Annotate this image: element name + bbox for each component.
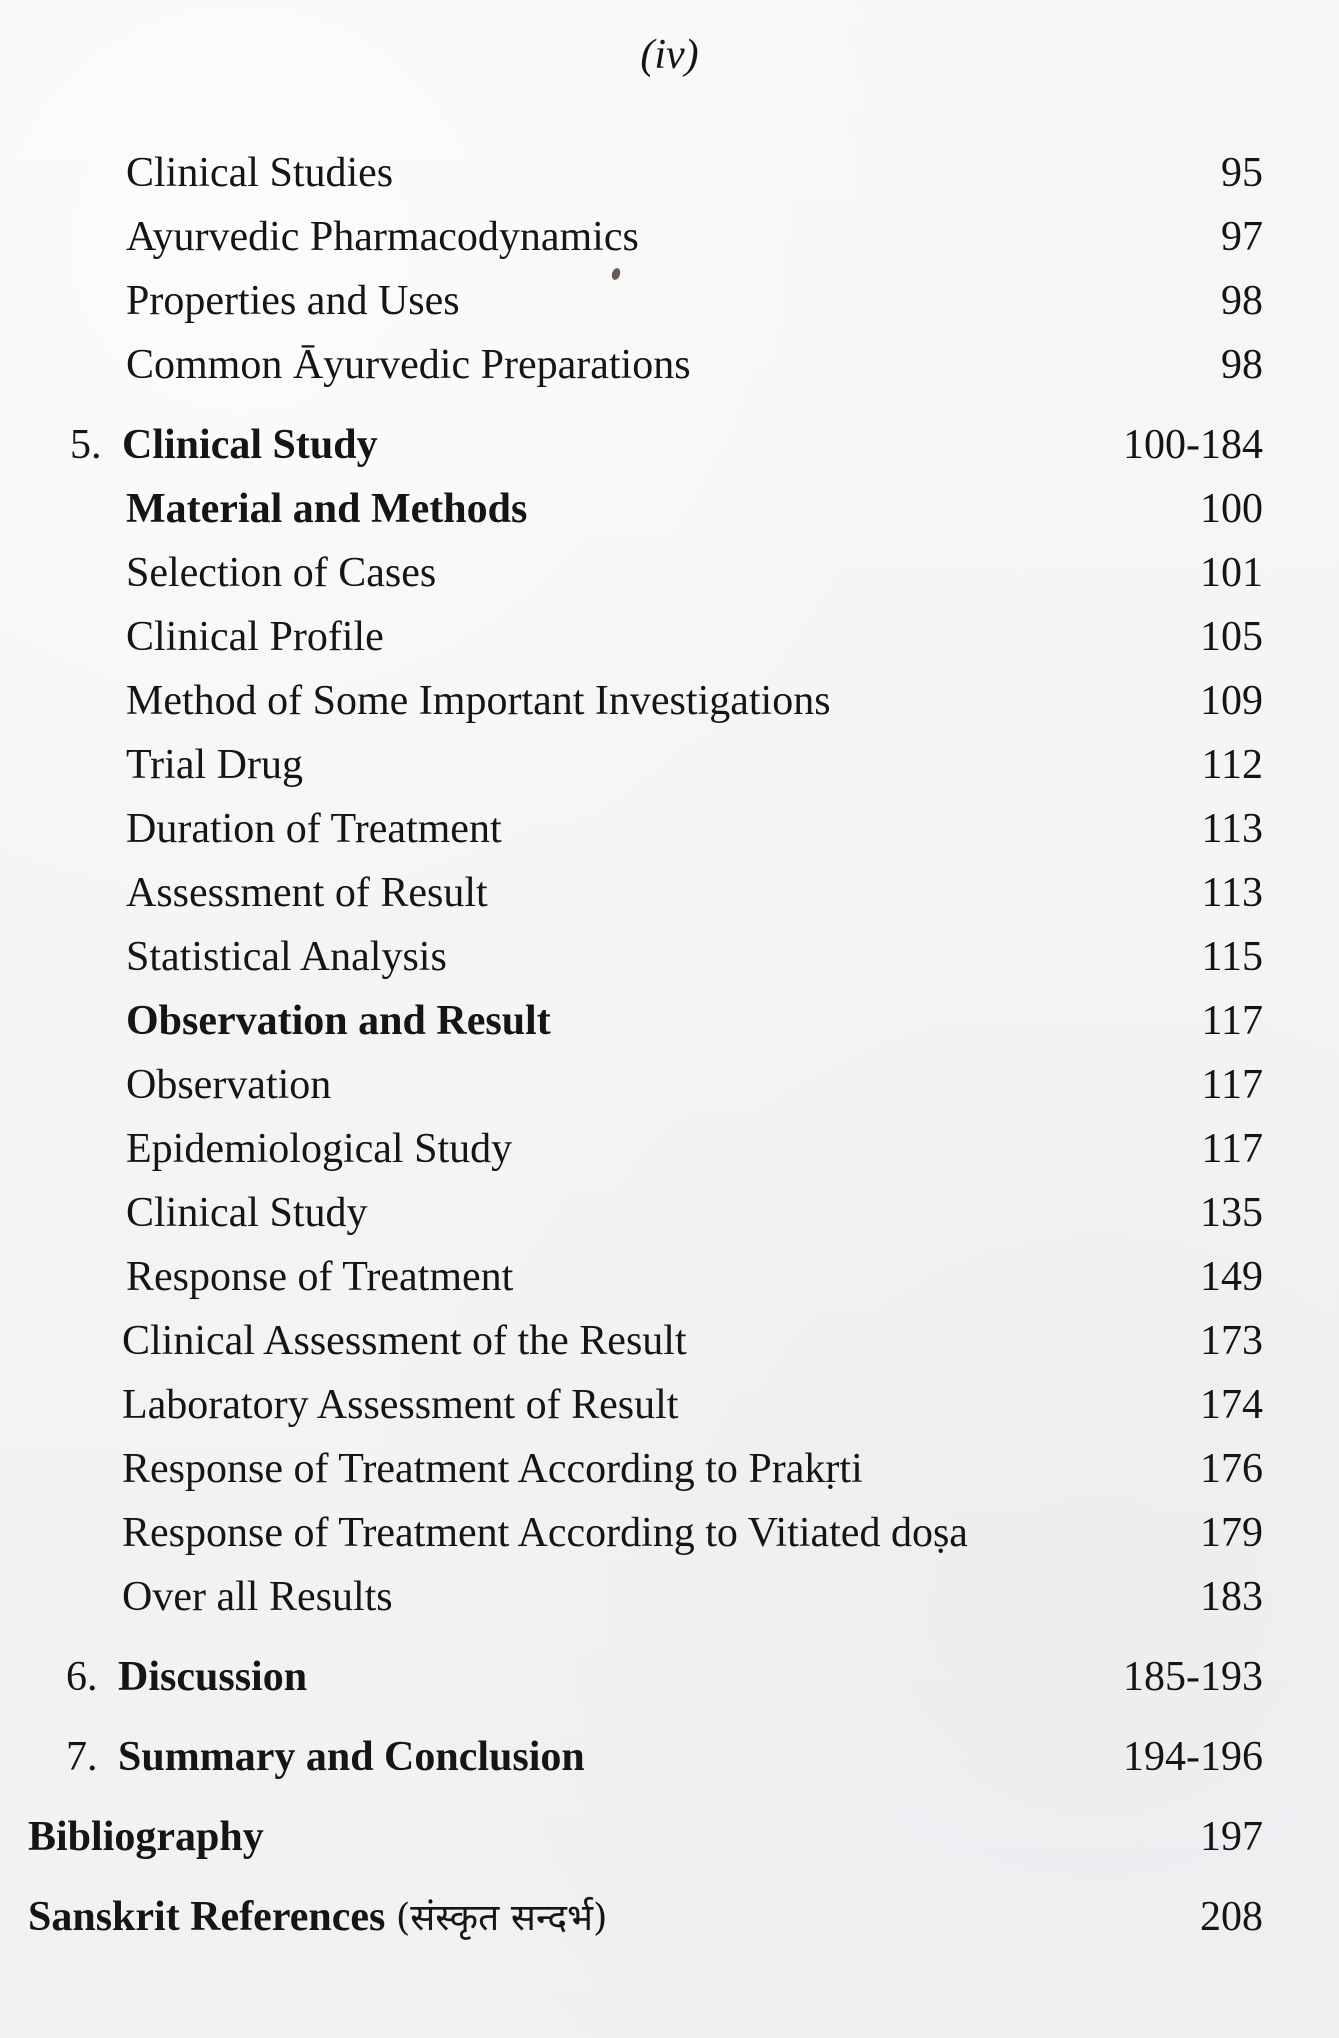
- toc-entry-label: Response of Treatment According to Vitiated doṣa: [122, 1510, 968, 1556]
- toc-chapter-number: 6.: [66, 1654, 98, 1700]
- toc-entry-page: 105: [1200, 614, 1263, 660]
- toc-chapter-6: [0, 1649, 1339, 1705]
- toc-entry-page: 100: [1200, 486, 1263, 532]
- toc-entry-label: Material and Methods: [126, 486, 528, 532]
- toc-entry-duration-of-treatment: [0, 801, 1339, 857]
- toc-chapter-number: 7.: [66, 1734, 98, 1780]
- toc-entry-trial-drug: [0, 737, 1339, 793]
- toc-entry-label: Assessment of Result: [126, 870, 488, 916]
- toc-entry-label: Response of Treatment: [126, 1254, 514, 1300]
- toc-chapter-label: [66, 1649, 307, 1705]
- toc-entry-epidemiological-study: [0, 1121, 1339, 1177]
- toc-entry-label: Bibliography: [28, 1814, 264, 1860]
- toc-entry-page: 98: [1221, 342, 1263, 388]
- toc-entry-native-label: (संस्कृत सन्दर्भ): [395, 1896, 608, 1939]
- toc-chapter-5: [0, 417, 1339, 473]
- toc-entry-bibliography: [0, 1809, 1339, 1865]
- toc-entry-over-all-results: [0, 1569, 1339, 1625]
- toc-entry-observation: [0, 1057, 1339, 1113]
- toc-entry-label: Over all Results: [122, 1574, 393, 1620]
- toc-entry-response-according-to-vitiated-dosa: [0, 1505, 1339, 1561]
- toc-entry-label: Clinical Assessment of the Result: [122, 1318, 687, 1364]
- toc-entry-page: 176: [1200, 1446, 1263, 1492]
- toc-sanskrit-label: [28, 1889, 607, 1946]
- toc-entry-page: 117: [1201, 1126, 1263, 1172]
- toc-entry-assessment-of-result: [0, 865, 1339, 921]
- toc-entry-page: 101: [1200, 550, 1263, 596]
- toc-entry-page: 149: [1200, 1254, 1263, 1300]
- toc-entry-label: Duration of Treatment: [126, 806, 502, 852]
- toc-chapter-label: [66, 1729, 585, 1785]
- toc-entry-label: Sanskrit References: [28, 1894, 386, 1940]
- toc-entry-page: 194-196: [1123, 1734, 1263, 1780]
- toc-entry-page: 115: [1201, 934, 1263, 980]
- toc-entry-page: 98: [1221, 278, 1263, 324]
- toc-entry-clinical-assessment-of-the-result: [0, 1313, 1339, 1369]
- toc-entry-page: 109: [1200, 678, 1263, 724]
- toc-entry-page: 95: [1221, 150, 1263, 196]
- toc-entry-label: Statistical Analysis: [126, 934, 447, 980]
- toc-entry-page: 100-184: [1123, 422, 1263, 468]
- toc-entry-page: 173: [1200, 1318, 1263, 1364]
- toc-entry-clinical-studies: [0, 145, 1339, 201]
- toc-entry-page: 185-193: [1123, 1654, 1263, 1700]
- toc-entry-label: Response of Treatment According to Prakṛti: [122, 1446, 863, 1492]
- toc-chapter-7: [0, 1729, 1339, 1785]
- toc-entry-observation-and-result: [0, 993, 1339, 1049]
- toc-entry-label: Common Āyurvedic Preparations: [126, 342, 691, 388]
- toc-entry-page: 117: [1201, 1062, 1263, 1108]
- toc-entry-page: 179: [1200, 1510, 1263, 1556]
- toc-entry-clinical-profile: [0, 609, 1339, 665]
- toc-entry-page: 197: [1200, 1814, 1263, 1860]
- toc-entry-label: Ayurvedic Pharmacodynamics: [126, 214, 639, 260]
- page-folio: (iv): [640, 32, 699, 78]
- toc-entry-page: 117: [1201, 998, 1263, 1044]
- toc-entry-label: Selection of Cases: [126, 550, 437, 596]
- toc-entry-ayurvedic-pharmacodynamics: [0, 209, 1339, 265]
- toc-chapter-title: Discussion: [118, 1654, 308, 1700]
- toc-chapter-label: [70, 417, 378, 473]
- toc-entry-selection-of-cases: [0, 545, 1339, 601]
- toc-entry-statistical-analysis: [0, 929, 1339, 985]
- toc-entry-label: Clinical Studies: [126, 150, 394, 196]
- toc-entry-clinical-study-subsection: [0, 1185, 1339, 1241]
- toc-chapter-number: 5.: [70, 422, 102, 468]
- toc-entry-laboratory-assessment-of-result: [0, 1377, 1339, 1433]
- toc-entry-response-of-treatment: [0, 1249, 1339, 1305]
- toc-entry-page: 208: [1200, 1894, 1263, 1940]
- toc-entry-page: 97: [1221, 214, 1263, 260]
- toc-chapter-title: Summary and Conclusion: [118, 1734, 585, 1780]
- toc-entry-page: 135: [1200, 1190, 1263, 1236]
- toc-entry-label: Clinical Profile: [126, 614, 384, 660]
- toc-entry-response-according-to-prakrti: [0, 1441, 1339, 1497]
- toc-entry-common-ayurvedic-preparations: [0, 337, 1339, 393]
- toc-entry-page: 112: [1201, 742, 1263, 788]
- toc-entry-label: Epidemiological Study: [126, 1126, 513, 1172]
- toc-entry-label: Properties and Uses: [126, 278, 460, 324]
- toc-entry-page: 113: [1201, 806, 1263, 852]
- toc-entry-label: Method of Some Important Investigations: [126, 678, 831, 724]
- toc-entry-material-and-methods: [0, 481, 1339, 537]
- toc-entry-label: Observation: [126, 1062, 332, 1108]
- toc-entry-label: Clinical Study: [126, 1190, 368, 1236]
- toc-entry-method-of-some-important-investigations: [0, 673, 1339, 729]
- toc-entry-page: 183: [1200, 1574, 1263, 1620]
- toc-chapter-title: Clinical Study: [122, 422, 378, 468]
- toc-entry-properties-and-uses: [0, 273, 1339, 329]
- toc-entry-label: Trial Drug: [126, 742, 303, 788]
- toc-entry-page: 113: [1201, 870, 1263, 916]
- toc-entry-label: Observation and Result: [126, 998, 551, 1044]
- toc-entry-sanskrit-references: [0, 1889, 1339, 1945]
- toc-entry-page: 174: [1200, 1382, 1263, 1428]
- toc-entry-label: Laboratory Assessment of Result: [122, 1382, 679, 1428]
